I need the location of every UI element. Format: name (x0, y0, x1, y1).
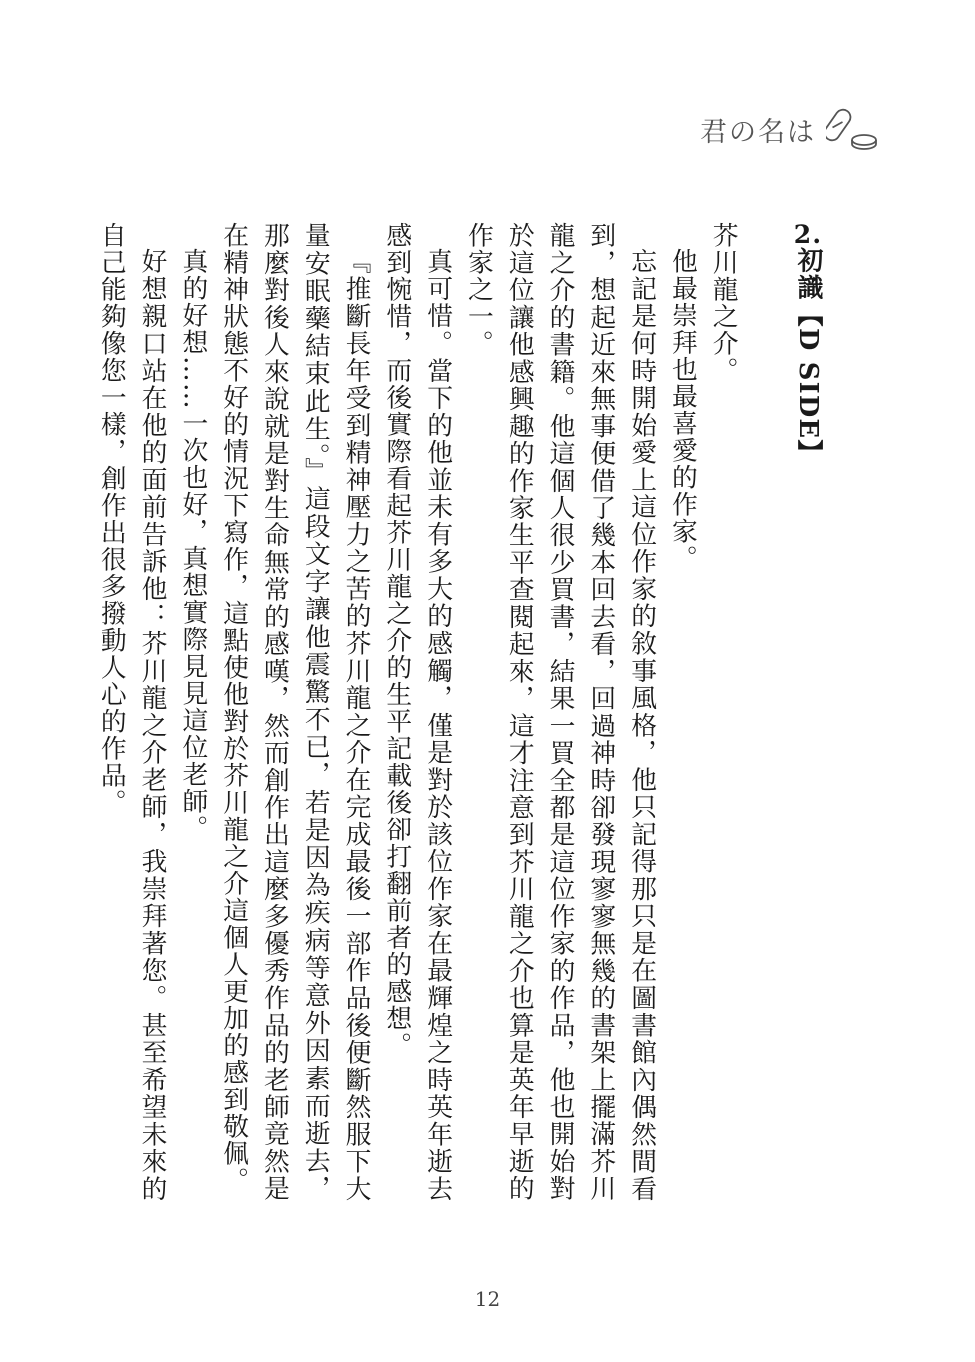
paragraph: 忘記是何時開始愛上這位作家的敘事風格，他只記得那只是在圖書館內偶然間看到，想起近來無事便借了幾本回去看，回過神時卻發現寥寥無幾的書架上擺滿芥川龍之介的書籍。他這個人很少買書，結果一買全都是這位作家的作品，他也開始對於這位讓他感興趣的作家生平查閱起來，這才注意到芥川龍之介也算是英年早逝的作家之一。 (463, 222, 657, 1202)
paragraph: 真可惜。當下的他並未有多大的感觸，僅是對於該位作家在最輝煌之時英年逝去感到惋惜，而後實際看起芥川龍之介的生平記載後卻打翻前者的感想。 (381, 222, 453, 1202)
paragraph: 『推斷長年受到精神壓力之苦的芥川龍之介在完成最後一部作品後便斷然服下大量安眠藥結束此生。』這段文字讓他震驚不已，若是因為疾病等意外因素而逝去，那麼對後人來說就是對生命無常的感嘆，然而創作出這麼多優秀作品的老師竟然是在精神狀態不好的情況下寫作，這點使他對於芥川龍之介這個人更加的感到敬佩。 (218, 222, 372, 1202)
vertical-body-text (96, 220, 828, 1202)
paragraph: 好想親口站在他的面前告訴他：芥川龍之介老師，我崇拜著您。甚至希望未來的自己能夠像您一樣，創作出很多撥動人心的作品。 (96, 222, 168, 1202)
paragraph: 他最崇拜也最喜愛的作家。 (667, 247, 698, 572)
page-number: 12 (474, 1287, 501, 1311)
heading-gap (743, 222, 787, 1202)
paragraph: 芥川龍之介。 (708, 222, 739, 384)
running-head (700, 104, 878, 154)
pill-icon (826, 106, 878, 152)
chapter-title: 初識【D SIDE】 (793, 247, 823, 467)
chapter-heading (787, 222, 828, 1202)
chapter-number: 2. (793, 220, 823, 249)
paragraph: 真的好想……一次也好，真想實際見見這位老師。 (177, 247, 208, 842)
book-title: 君の名は (700, 116, 816, 148)
